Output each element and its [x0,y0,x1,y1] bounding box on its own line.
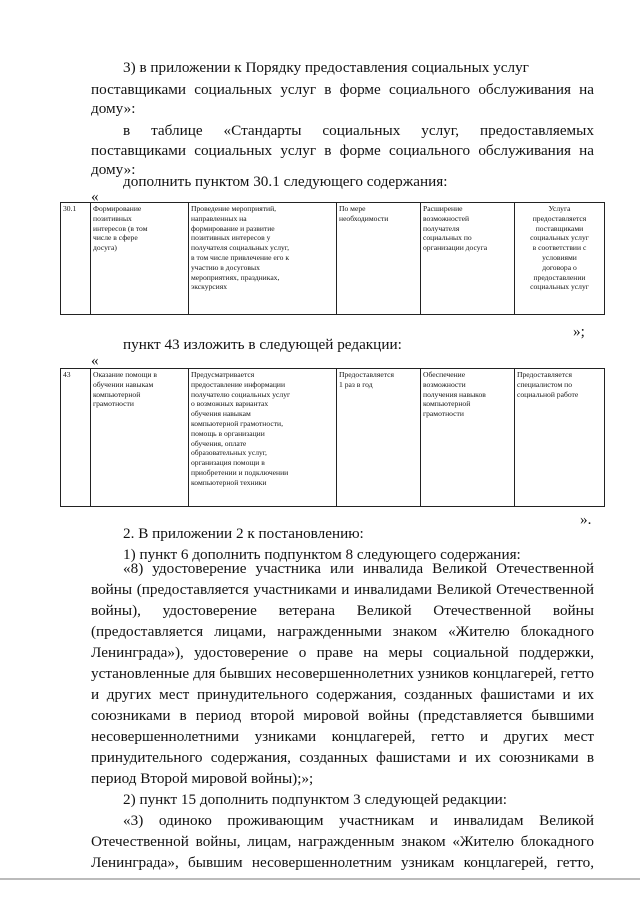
row-30-1-number: 30.1 [61,203,91,315]
para-3-line-3: Ленинграда», бывшим несовершеннолетним узникам концлагерей, гетто, [91,854,594,871]
para-8-line-8: союзниками в период второй мировой войны (представляется бывшими [91,707,594,724]
para-8-line-11: период Второй мировой войны);»; [91,770,314,787]
row-43-condition: Предоставляется специалистом по социальной работе [515,369,605,507]
row-30-1-period: По мере необходимости [337,203,421,315]
item-43-heading: пункт 43 изложить в следующей редакции: [123,336,402,353]
para-8-line-7: и других мест принудительного содержания, созданных фашистами и их [91,686,594,703]
tableref-line3: дому»: [91,161,136,178]
item3-line3: дому»: [91,100,136,117]
row-30-1-condition: Услуга предоставляется поставщиками социальных услуг в соответствии с условиями договора о предоставлении социальных услуг [515,203,605,315]
row-30-1-name: Формирование позитивных интересов (в том числе в сфере досуга) [91,203,189,315]
para-8-line-1: «8) удостоверение участника или инвалида Великой Отечественной [123,560,594,577]
open-quote-1: « [91,188,99,205]
section-2-heading: 2. В приложении 2 к постановлению: [123,525,364,542]
open-quote-2: « [91,352,99,369]
para-3-line-1: «3) одиноко проживающим участникам и инвалидам Великой [123,812,594,829]
row-30-1-description: Проведение мероприятий, направленных на формирование и развитие позитивных интересов у получателя социальных услуг, в том числе привлечение его к участию в досуговых мероприятиях, праздниках, экскурсиях [189,203,337,315]
para-8-line-4: (предоставляется лицами, награжденными знаком «Жителю блокадного [91,623,594,640]
subitem-2-heading: 2) пункт 15 дополнить подпунктом 3 следующей редакции: [123,791,507,808]
para-8-line-2: войны (предоставляется участниками и инвалидами Великой Отечественной [91,581,594,598]
row-43-number: 43 [61,369,91,507]
close-quote-2: ». [580,511,592,528]
add-30-1-heading: дополнить пунктом 30.1 следующего содержания: [123,173,448,190]
page-bottom-edge [0,878,640,880]
row-43-description: Предусматривается предоставление информации получателю социальных услуг о возможных вариантах обучения навыкам компьютерной грамотности, помощь в организации обучения, оплате образовательных услуг, организация помощи в приобретении и подключении компьютерной техники [189,369,337,507]
para-3-line-2: Отечественной войны, лицам, награжденным знаком «Жителю блокадного [91,833,594,850]
para-8-line-6: установленные для бывших несовершеннолетних узников концлагерей, гетто [91,665,594,682]
close-quote-1: »; [573,323,585,340]
row-43-name: Оказание помощи в обучении навыкам компьютерной грамотности [91,369,189,507]
row-43-period: Предоставляется 1 раз в год [337,369,421,507]
table-row-43 [60,368,605,507]
tableref-line2: поставщиками социальных услуг в форме социального обслуживания на [91,142,594,159]
row-43-result: Обеспечение возможности получения навыков компьютерной грамотности [421,369,515,507]
para-8-line-9: несовершеннолетними узниками концлагерей, гетто и других мест [91,728,594,745]
table-row-30-1 [60,202,605,315]
para-8-line-3: войны), удостоверение ветерана Великой Отечественной войны [91,602,594,619]
row-30-1-result: Расширение возможностей получателя социальных по организации досуга [421,203,515,315]
item3-line2: поставщиками социальных услуг в форме социального обслуживания на [91,81,594,98]
para-8-line-5: Ленинграда»), удостоверение о праве на меры социальной поддержки, [91,644,594,661]
subitem-1-heading: 1) пункт 6 дополнить подпунктом 8 следующего содержания: [123,546,521,563]
tableref-line1: в таблице «Стандарты социальных услуг, предоставляемых [123,122,594,139]
item3-line1: 3) в приложении к Порядку предоставления социальных услуг [123,59,529,76]
para-8-line-10: принудительного содержания, созданных фашистами и их союзниками в [91,749,594,766]
